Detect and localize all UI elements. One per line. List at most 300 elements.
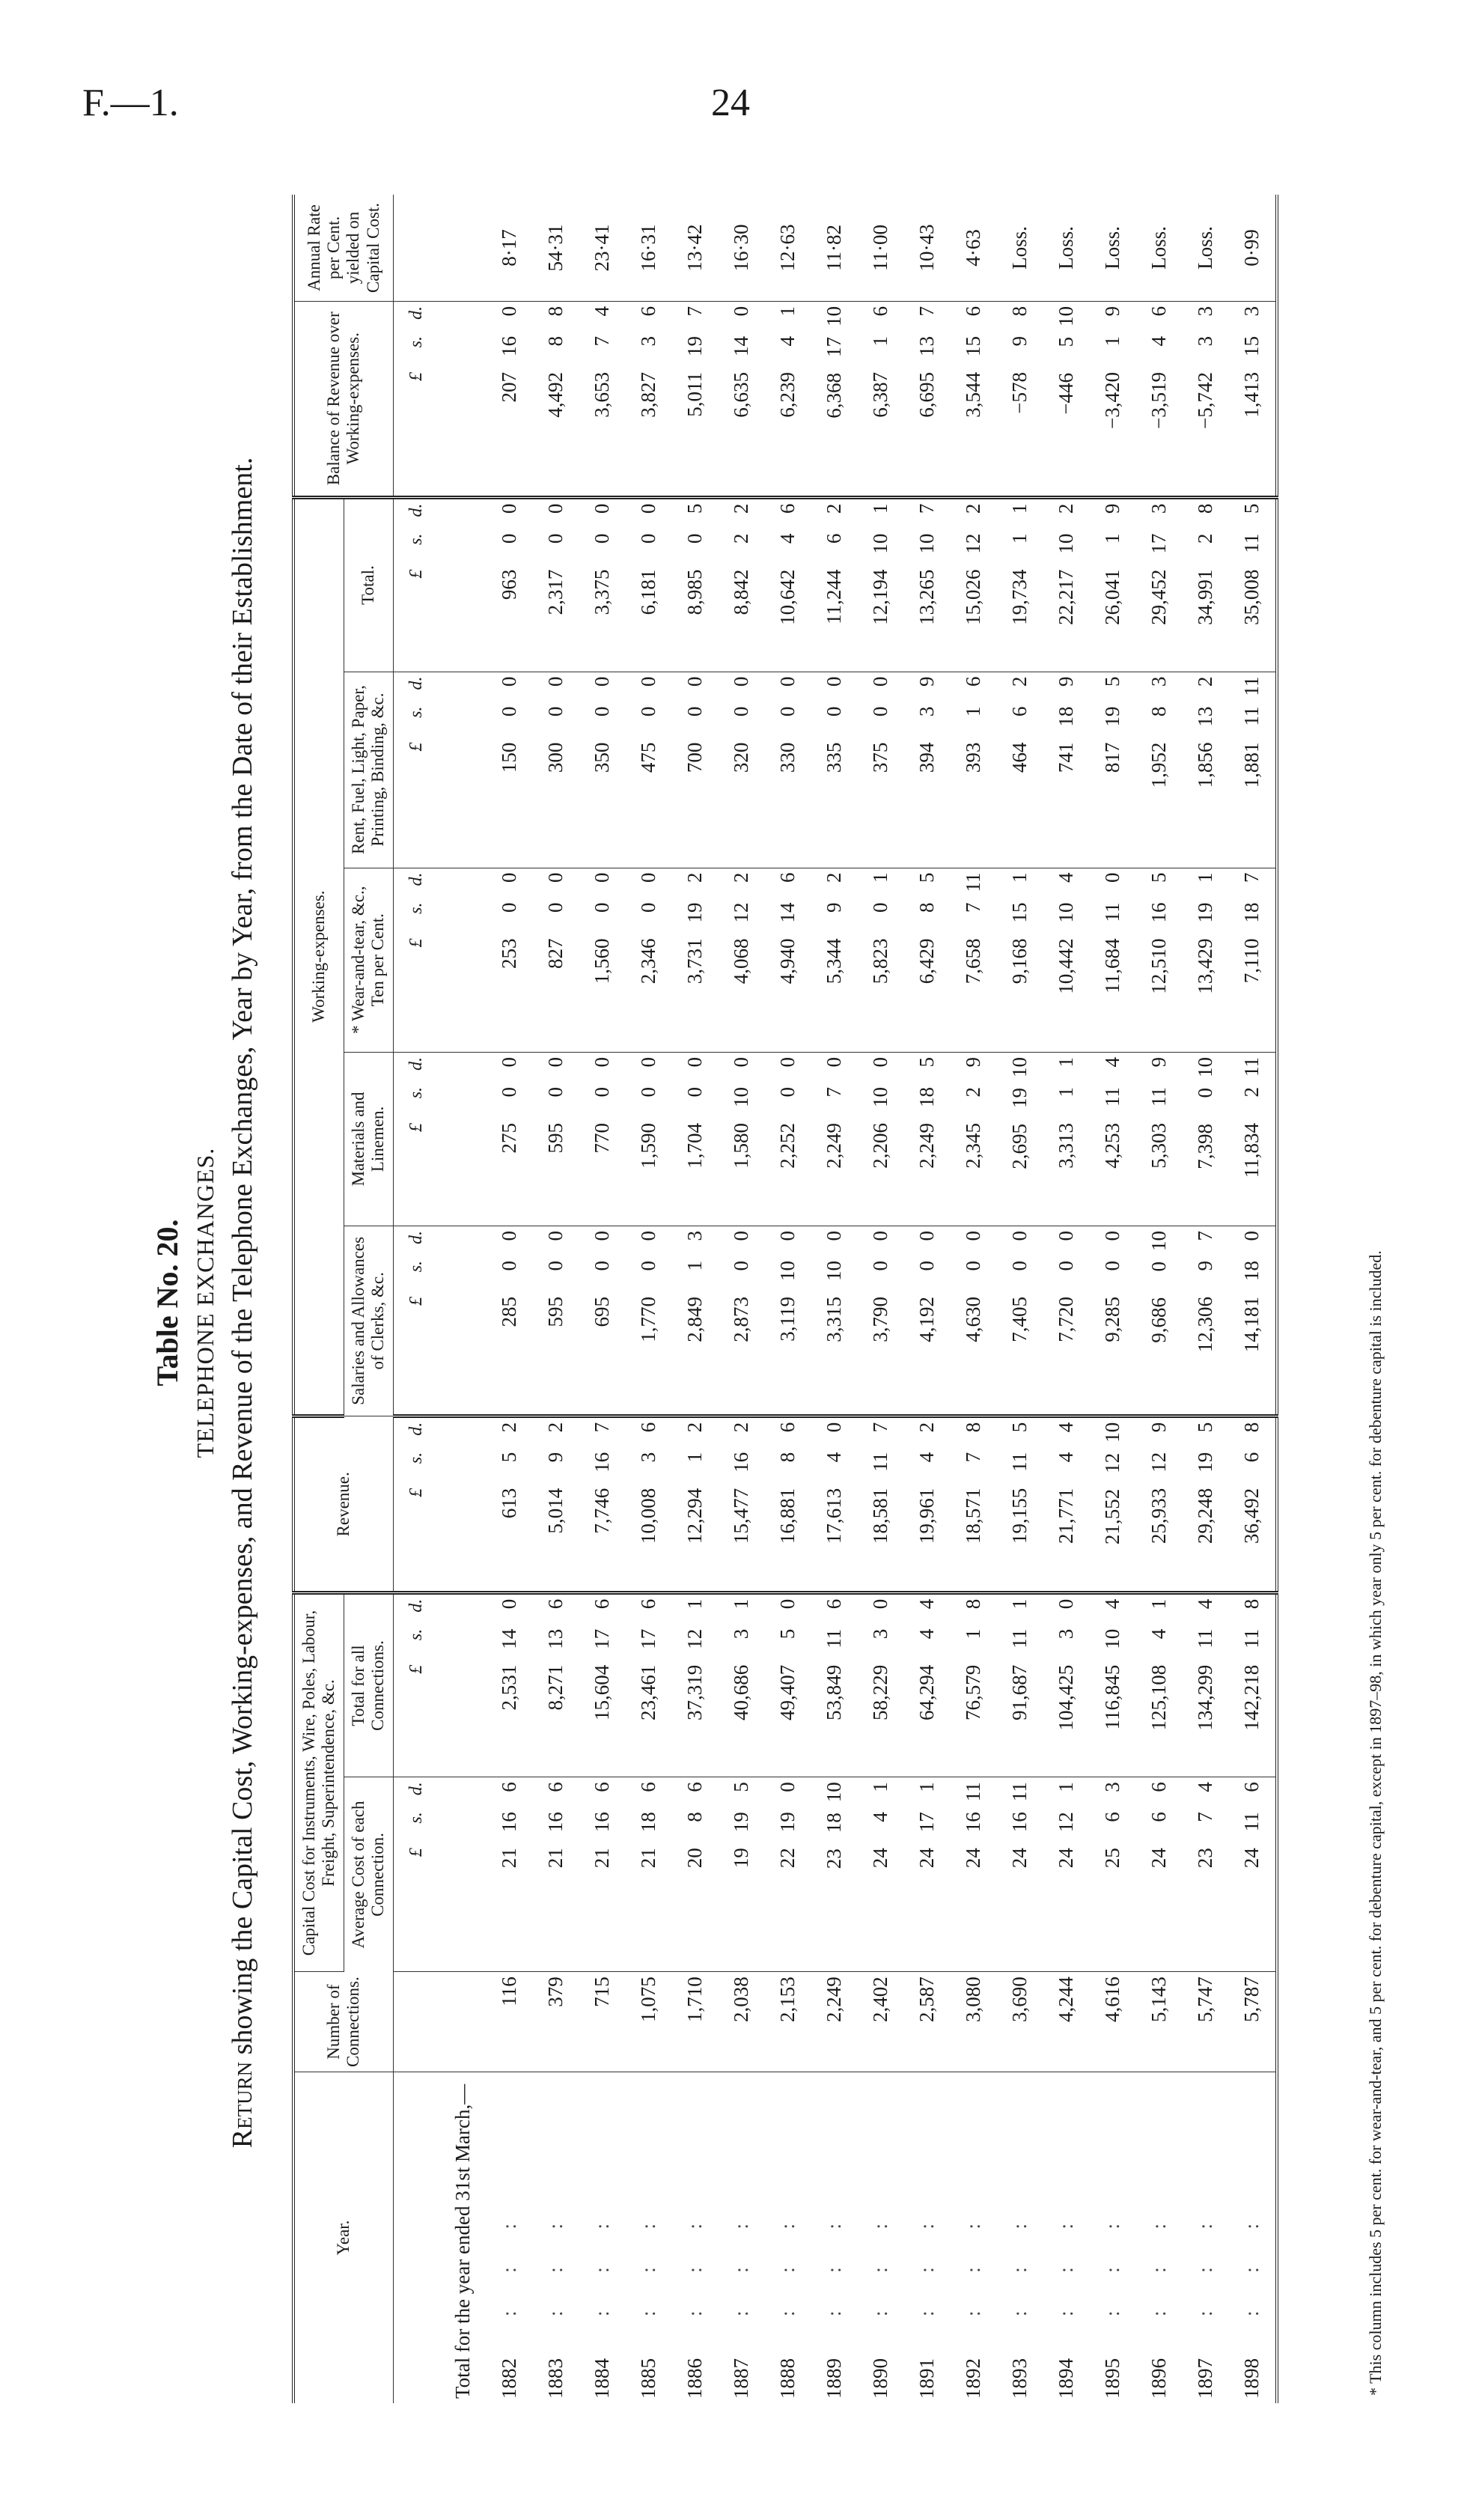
sal-value-d: 7 — [1194, 1230, 1217, 1241]
year-value: 1883 — [544, 2358, 567, 2399]
sal-value-s: 0 — [591, 1260, 614, 1271]
cap-value-p: 142,218 — [1240, 1664, 1263, 1731]
rev-value-s: 11 — [1008, 1452, 1031, 1472]
sal-value-s: 10 — [823, 1260, 846, 1281]
avg-value-s: 12 — [1055, 1812, 1078, 1833]
rev-value — [1194, 1422, 1217, 1586]
unit-cell — [393, 497, 440, 672]
rent-value — [637, 677, 660, 863]
avg-value-s: 19 — [776, 1812, 799, 1833]
rev-value-s: 4 — [1055, 1452, 1078, 1463]
cap-value-s: 17 — [637, 1628, 660, 1649]
unit-labels-s: s. — [406, 1452, 427, 1464]
avg-value-p: 23 — [823, 1848, 846, 1869]
unit-labels — [406, 306, 427, 491]
bal-value-p: 6,387 — [869, 372, 892, 418]
rent-value-s: 0 — [730, 706, 753, 717]
wear-value-d: 0 — [591, 872, 614, 883]
cap-cell — [626, 1592, 672, 1777]
avg-value-d: 10 — [823, 1782, 846, 1803]
avg-value-d: 6 — [591, 1782, 614, 1792]
table-row — [1090, 195, 1136, 2403]
bal-value-p: −446 — [1055, 373, 1078, 415]
bal-value — [730, 306, 753, 491]
rate-value: 10·43 — [904, 195, 951, 302]
tot-value-p: 3,375 — [591, 569, 614, 615]
bal-value-s: 16 — [498, 336, 521, 356]
sal-value — [1101, 1231, 1124, 1410]
rev-value-p: 25,933 — [1147, 1488, 1171, 1544]
unit-labels-d: d. — [406, 1422, 427, 1436]
connections-value: 5,143 — [1136, 1972, 1183, 2072]
bal-value-s: 4 — [1147, 336, 1171, 347]
rev-value — [1008, 1422, 1031, 1586]
rent-cell — [1229, 672, 1277, 868]
unit-cell — [393, 2072, 440, 2404]
bal-value-s: 3 — [637, 336, 660, 347]
avg-value — [915, 1782, 939, 1967]
bal-value-d: 3 — [1240, 306, 1263, 317]
cap-value — [730, 1599, 753, 1773]
rev-value-p: 36,492 — [1240, 1488, 1263, 1544]
rent-value-s: 18 — [1055, 706, 1078, 727]
bal-value — [915, 306, 939, 491]
rent-value-d: 0 — [544, 676, 567, 687]
mat-value-d: 5 — [915, 1056, 939, 1068]
sal-cell — [1136, 1226, 1183, 1416]
sal-value-d: 0 — [915, 1230, 939, 1241]
bal-value-d: 7 — [915, 306, 939, 317]
sal-value-s: 0 — [730, 1260, 753, 1271]
tot-value-d: 0 — [498, 503, 521, 514]
col-revenue: Revenue. — [293, 1416, 393, 1592]
mat-value — [544, 1057, 567, 1221]
tot-value-s: 4 — [776, 533, 799, 544]
avg-value-p: 24 — [1055, 1848, 1078, 1869]
cap-value-p: 8,271 — [544, 1664, 567, 1711]
rent-value-p: 1,856 — [1194, 742, 1217, 788]
bal-value — [1240, 306, 1263, 491]
wear-value — [1008, 873, 1031, 1047]
bal-cell — [904, 302, 951, 498]
connections-value: 5,747 — [1183, 1972, 1229, 2072]
rev-value-d: 10 — [1101, 1422, 1124, 1443]
wear-value-s: 19 — [683, 902, 707, 923]
rent-value-d: 2 — [1194, 676, 1217, 687]
tot-value — [869, 504, 892, 667]
wear-value-s: 19 — [1194, 902, 1217, 923]
rent-value-s: 1 — [962, 706, 985, 717]
sal-value — [1194, 1231, 1217, 1410]
mat-value — [1101, 1057, 1124, 1221]
tot-value-d: 6 — [776, 503, 799, 514]
wear-cell — [951, 868, 997, 1052]
cap-value-d: 4 — [1194, 1598, 1217, 1610]
tot-value-p: 19,734 — [1008, 569, 1031, 625]
wear-value-s: 18 — [1240, 902, 1263, 923]
leader-dots: : : : — [730, 2206, 753, 2316]
wear-value-s: 8 — [915, 902, 939, 913]
table-row — [533, 195, 579, 2403]
bal-value-s: 17 — [823, 337, 846, 357]
rent-value — [962, 677, 985, 863]
rev-value-p: 21,552 — [1101, 1488, 1124, 1544]
bal-cell — [719, 302, 765, 498]
rev-value-d: 0 — [823, 1422, 846, 1433]
tot-value-p: 13,265 — [915, 569, 939, 625]
bal-value-s: 1 — [1101, 336, 1124, 347]
bal-value-p: 1,413 — [1240, 372, 1263, 418]
rent-cell — [1136, 672, 1183, 868]
leader-dots: : : : — [1194, 2206, 1217, 2316]
bal-cell — [765, 302, 811, 498]
wear-value-d: 4 — [1055, 872, 1078, 883]
mat-cell — [626, 1052, 672, 1226]
rent-cell — [765, 672, 811, 868]
rate-value: Loss. — [1136, 195, 1183, 302]
sal-value-p: 12,306 — [1194, 1296, 1217, 1353]
cap-value-s: 14 — [498, 1628, 521, 1649]
tot-value — [1147, 504, 1171, 667]
rev-value-d: 7 — [591, 1422, 614, 1433]
mat-value — [637, 1057, 660, 1221]
rev-value — [1147, 1422, 1171, 1586]
wear-value-p: 253 — [498, 938, 521, 970]
tot-value — [915, 504, 939, 667]
sal-value — [915, 1231, 939, 1410]
connections-value: 4,244 — [1043, 1972, 1090, 2072]
sal-value-d: 0 — [1101, 1230, 1124, 1241]
bal-value — [1055, 306, 1078, 491]
cap-value — [1240, 1599, 1263, 1773]
bal-value-d: 9 — [1101, 306, 1124, 317]
unit-cell — [393, 868, 440, 1052]
avg-cell — [672, 1777, 719, 1972]
unit-cell — [393, 1416, 440, 1592]
wear-cell — [1090, 868, 1136, 1052]
mat-value-s: 11 — [1101, 1086, 1124, 1107]
unit-labels — [406, 677, 427, 863]
avg-value — [962, 1782, 985, 1967]
avg-value-s: 11 — [1240, 1812, 1263, 1832]
tot-value — [637, 504, 660, 667]
tot-value-d: 2 — [823, 503, 846, 514]
year-value: 1895 — [1101, 2358, 1124, 2399]
avg-value — [1055, 1782, 1078, 1967]
unit-labels-d: d. — [406, 306, 427, 320]
mat-value-d: 10 — [1008, 1056, 1031, 1077]
rev-cell — [487, 1416, 533, 1592]
bal-value — [776, 306, 799, 491]
rent-value — [1008, 677, 1031, 863]
sal-cell — [765, 1226, 811, 1416]
rev-value-p: 15,477 — [730, 1488, 753, 1544]
rent-value-s: 3 — [915, 706, 939, 717]
sal-value-p: 3,790 — [869, 1296, 892, 1342]
avg-value-p: 21 — [498, 1848, 521, 1869]
cap-value-d: 1 — [1008, 1598, 1031, 1610]
year-value: 1889 — [823, 2358, 846, 2399]
sal-value — [544, 1231, 567, 1410]
rent-cell — [1183, 672, 1229, 868]
avg-value-d: 1 — [915, 1782, 939, 1792]
sal-value — [498, 1231, 521, 1410]
rent-value-p: 1,952 — [1147, 742, 1171, 788]
rev-value-d: 4 — [1055, 1422, 1078, 1433]
bal-value-s: 4 — [776, 336, 799, 347]
sal-cell — [997, 1226, 1043, 1416]
bal-value-s: 13 — [915, 336, 939, 356]
wear-value-p: 5,344 — [823, 938, 846, 984]
wear-value-d: 1 — [1008, 872, 1031, 883]
rev-value-d: 6 — [637, 1422, 660, 1433]
bal-cell — [1136, 302, 1183, 498]
tot-value — [1008, 504, 1031, 667]
rate-value: Loss. — [1090, 195, 1136, 302]
wear-value-d: 2 — [683, 872, 707, 883]
wear-value-s: 16 — [1147, 902, 1171, 923]
mat-cell — [1090, 1052, 1136, 1226]
bal-cell — [1090, 302, 1136, 498]
mat-value — [1240, 1057, 1263, 1221]
table-row — [626, 195, 672, 2403]
col-salaries: Salaries and Allowances of Clerks, &c. — [344, 1226, 393, 1416]
unit-labels-s: s. — [406, 1086, 427, 1099]
year-cell — [811, 2072, 858, 2404]
mat-cell — [579, 1052, 626, 1226]
cap-cell — [1183, 1592, 1229, 1777]
sal-value-s: 0 — [915, 1260, 939, 1271]
rent-value — [683, 677, 707, 863]
tot-value-s: 1 — [1101, 533, 1124, 544]
unit-labels-p: £ — [406, 1296, 427, 1306]
cap-value-d: 0 — [776, 1598, 799, 1610]
rev-value-s: 7 — [962, 1452, 985, 1463]
wear-value — [776, 873, 799, 1047]
wear-value-d: 5 — [915, 872, 939, 883]
mat-value-p: 5,303 — [1147, 1122, 1171, 1169]
wear-value-s: 12 — [730, 902, 753, 923]
year-cell — [1183, 2072, 1229, 2404]
mat-cell — [1183, 1052, 1229, 1226]
mat-value-s: 2 — [1240, 1086, 1263, 1098]
avg-cell — [997, 1777, 1043, 1972]
unit-cell — [393, 195, 440, 302]
year-cell — [672, 2072, 719, 2404]
mat-value-p: 2,249 — [823, 1122, 846, 1169]
avg-value-s: 18 — [637, 1812, 660, 1833]
wear-cell — [1229, 868, 1277, 1052]
year-cell — [533, 2072, 579, 2404]
rent-value-s: 0 — [591, 706, 614, 717]
avg-value-d: 6 — [1240, 1782, 1263, 1792]
rev-value-d: 8 — [1240, 1422, 1263, 1433]
year-cell — [487, 2072, 533, 2404]
rent-value-s: 11 — [1240, 706, 1263, 726]
avg-cell — [1136, 1777, 1183, 1972]
wear-value-d: 0 — [1101, 872, 1124, 883]
leader-dots: : : : — [1147, 2206, 1171, 2316]
rent-value-d: 0 — [683, 676, 707, 687]
rev-value — [1240, 1422, 1263, 1586]
tot-value-p: 35,008 — [1240, 569, 1263, 625]
sal-value-p: 1,770 — [637, 1296, 660, 1342]
rent-value — [1101, 677, 1124, 863]
wear-value-p: 3,731 — [683, 938, 707, 984]
tot-value-s: 0 — [498, 533, 521, 544]
col-connections: Number of Connections. — [293, 1972, 393, 2072]
avg-value-d: 6 — [498, 1782, 521, 1792]
sal-cell — [672, 1226, 719, 1416]
total-label: Total for the year ended 31st March,— — [451, 2084, 475, 2399]
tot-value-d: 9 — [1101, 503, 1124, 514]
cap-value-s: 4 — [915, 1628, 939, 1640]
cap-value-d: 1 — [683, 1598, 707, 1610]
unit-labels — [406, 1782, 427, 1967]
sal-cell — [533, 1226, 579, 1416]
wear-cell — [533, 868, 579, 1052]
avg-value-d: 6 — [683, 1782, 707, 1792]
avg-cell — [1090, 1777, 1136, 1972]
cap-value-p: 15,604 — [591, 1664, 614, 1720]
sal-value-p: 14,181 — [1240, 1296, 1263, 1353]
avg-value — [591, 1782, 614, 1967]
rev-cell — [1090, 1416, 1136, 1592]
tot-cell — [951, 497, 997, 672]
cap-value-p: 104,425 — [1055, 1664, 1078, 1731]
wear-value — [1240, 873, 1263, 1047]
cap-cell — [765, 1592, 811, 1777]
year-cell — [626, 2072, 672, 2404]
sal-value — [591, 1231, 614, 1410]
col-rate: Annual Rate per Cent. yielded on Capital Cost. — [293, 195, 393, 302]
unit-cell — [393, 302, 440, 498]
rent-value-s: 0 — [498, 706, 521, 717]
year-value: 1886 — [683, 2358, 707, 2399]
wear-cell — [811, 868, 858, 1052]
wear-value — [544, 873, 567, 1047]
sal-cell — [719, 1226, 765, 1416]
unit-labels-p: £ — [406, 1122, 427, 1132]
rent-value-p: 700 — [683, 742, 707, 773]
unit-labels — [406, 1422, 427, 1586]
mat-cell — [672, 1052, 719, 1226]
mat-value-p: 1,580 — [730, 1122, 753, 1169]
tot-value-d: 0 — [544, 503, 567, 514]
rent-cell — [533, 672, 579, 868]
sal-value-s: 0 — [1101, 1260, 1124, 1271]
table-row — [811, 195, 858, 2403]
mat-value-s: 1 — [1055, 1086, 1078, 1098]
avg-value-d: 4 — [1194, 1782, 1217, 1792]
wear-value-p: 10,442 — [1055, 938, 1078, 994]
tot-value — [962, 504, 985, 667]
bal-cell — [1183, 302, 1229, 498]
rent-value — [823, 677, 846, 863]
bal-value-d: 10 — [823, 306, 846, 326]
mat-value-d: 9 — [962, 1056, 985, 1068]
tot-value-d: 3 — [1147, 503, 1171, 514]
rev-value-p: 19,961 — [915, 1488, 939, 1544]
table-row — [904, 195, 951, 2403]
sal-value-p: 3,315 — [823, 1296, 846, 1342]
connections-value: 2,038 — [719, 1972, 765, 2072]
rev-value-d: 7 — [869, 1422, 892, 1433]
bal-value-p: 3,653 — [591, 372, 614, 418]
unit-labels — [406, 1057, 427, 1221]
bal-value-s: 7 — [591, 336, 614, 347]
tot-value-s: 10 — [869, 533, 892, 554]
rev-value-p: 18,571 — [962, 1488, 985, 1544]
cap-value-s: 12 — [683, 1628, 707, 1649]
rev-value-p: 18,581 — [869, 1488, 892, 1544]
sal-value-d: 3 — [683, 1230, 707, 1241]
year-value: 1890 — [869, 2358, 892, 2399]
leader-dots: : : : — [869, 2206, 892, 2316]
mat-value-s: 0 — [544, 1086, 567, 1098]
rev-value — [776, 1422, 799, 1586]
unit-labels-s: s. — [406, 1260, 427, 1273]
wear-value — [730, 873, 753, 1047]
rate-value: 8·17 — [487, 195, 533, 302]
mat-value-d: 0 — [544, 1056, 567, 1068]
sal-cell — [1229, 1226, 1277, 1416]
bal-value-d: 6 — [1147, 306, 1171, 317]
sal-cell — [1090, 1226, 1136, 1416]
wear-value-s: 0 — [544, 902, 567, 913]
rent-value — [1240, 677, 1263, 863]
tot-value-p: 6,181 — [637, 569, 660, 615]
rate-value: Loss. — [997, 195, 1043, 302]
rate-value: 11·82 — [811, 195, 858, 302]
col-materials: Materials and Linemen. — [344, 1052, 393, 1226]
sal-value-s: 0 — [498, 1260, 521, 1271]
avg-value — [1194, 1782, 1217, 1967]
avg-value-d: 6 — [637, 1782, 660, 1792]
cap-value-p: 40,686 — [730, 1664, 753, 1720]
tot-cell — [672, 497, 719, 672]
tot-cell — [1043, 497, 1090, 672]
avg-value — [869, 1782, 892, 1967]
mat-value — [730, 1057, 753, 1221]
mat-value-s: 10 — [730, 1086, 753, 1107]
mat-value-d: 9 — [1147, 1056, 1171, 1068]
avg-value-s: 17 — [915, 1812, 939, 1833]
sal-value-s: 0 — [869, 1260, 892, 1271]
wear-cell — [858, 868, 904, 1052]
bal-value — [683, 306, 707, 491]
tot-value-s: 2 — [730, 533, 753, 544]
rent-value — [498, 677, 521, 863]
mat-value-s: 0 — [776, 1086, 799, 1098]
leader-dots: : : : — [498, 2206, 521, 2316]
tot-value-p: 22,217 — [1055, 569, 1078, 625]
cap-value-d: 1 — [1147, 1598, 1171, 1610]
avg-value-p: 22 — [776, 1848, 799, 1869]
rent-value — [776, 677, 799, 863]
avg-value-d: 5 — [730, 1782, 753, 1792]
cap-value-p: 58,229 — [869, 1664, 892, 1720]
table-row — [951, 195, 997, 2403]
mat-value-d: 0 — [776, 1056, 799, 1068]
wear-value-s: 0 — [591, 902, 614, 913]
wear-value — [1055, 873, 1078, 1047]
sal-value-s: 0 — [1008, 1260, 1031, 1271]
rev-value-s: 9 — [544, 1452, 567, 1463]
wear-value-d: 5 — [1147, 872, 1171, 883]
mat-value-p: 4,253 — [1101, 1122, 1124, 1169]
wear-value-d: 2 — [730, 872, 753, 883]
